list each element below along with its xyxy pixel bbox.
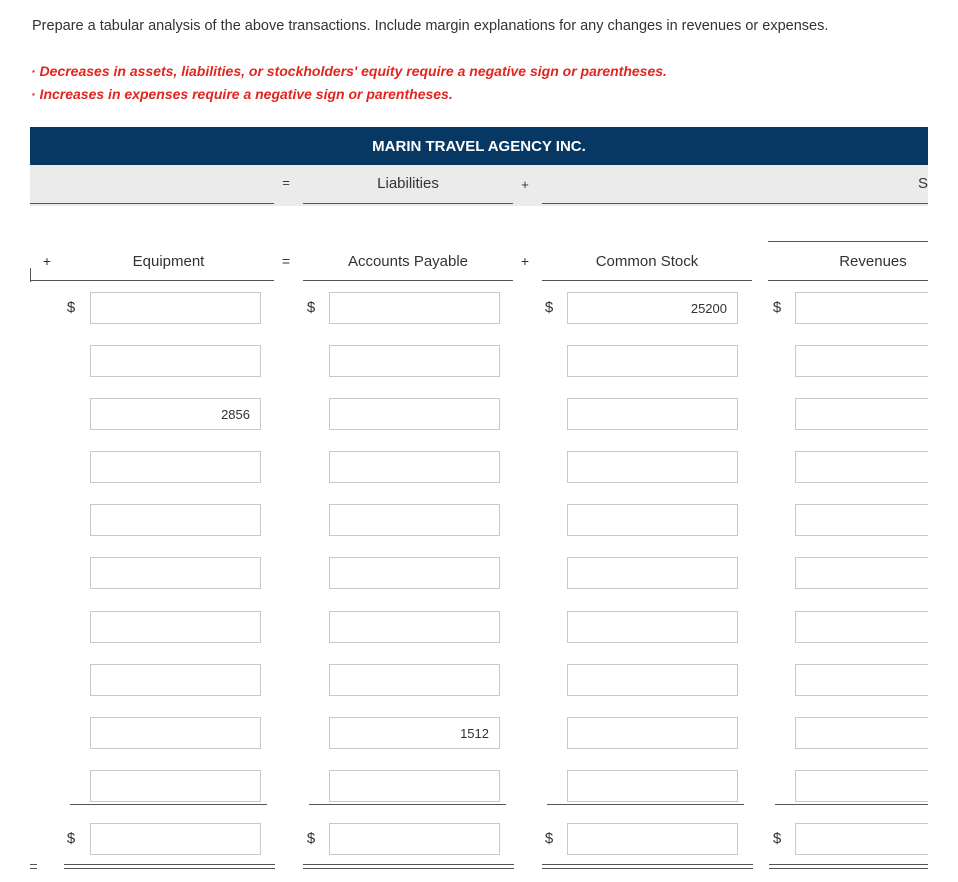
- liabilities-section-label: Liabilities: [377, 175, 439, 192]
- common-stock-input[interactable]: [567, 717, 738, 749]
- accounts-payable-input[interactable]: [329, 451, 500, 483]
- divider-line: [303, 203, 513, 204]
- column-header-accounts-payable: Accounts Payable: [347, 253, 469, 270]
- equipment-input[interactable]: [90, 345, 261, 377]
- accounts-payable-input[interactable]: 1512: [329, 717, 500, 749]
- currency-symbol: $: [306, 299, 316, 316]
- double-underline: [542, 868, 753, 869]
- company-title-bar: [30, 127, 928, 165]
- currency-symbol: $: [66, 299, 76, 316]
- divider-line: [30, 280, 274, 281]
- double-underline: [64, 868, 275, 869]
- plus-sign: +: [42, 253, 52, 269]
- accounts-payable-input[interactable]: [329, 398, 500, 430]
- note-decreases: · Decreases in assets, liabilities, or stockholders' equity require a negative sign or parentheses.: [31, 63, 667, 79]
- equals-sign: =: [281, 253, 291, 269]
- equipment-input[interactable]: [90, 664, 261, 696]
- plus-sign: +: [521, 177, 529, 192]
- equipment-input[interactable]: [90, 611, 261, 643]
- revenues-input[interactable]: [795, 664, 928, 696]
- double-underline: [30, 864, 37, 865]
- common-stock-input[interactable]: [567, 345, 738, 377]
- revenues-input[interactable]: [795, 398, 928, 430]
- equipment-total-input[interactable]: [90, 823, 261, 855]
- equipment-input[interactable]: [90, 557, 261, 589]
- revenues-input[interactable]: [795, 717, 928, 749]
- total-line: [309, 804, 506, 805]
- double-underline: [542, 864, 753, 865]
- total-line: [70, 804, 267, 805]
- revenues-input[interactable]: [795, 504, 928, 536]
- double-underline: [769, 864, 928, 865]
- equals-sign: =: [282, 175, 290, 190]
- revenues-input[interactable]: [795, 611, 928, 643]
- currency-symbol: $: [544, 299, 554, 316]
- common-stock-input[interactable]: 25200: [567, 292, 738, 324]
- divider-line: [30, 268, 31, 282]
- accounts-payable-input[interactable]: [329, 504, 500, 536]
- equipment-input[interactable]: 2856: [90, 398, 261, 430]
- double-underline: [64, 864, 275, 865]
- accounts-payable-total-input[interactable]: [329, 823, 500, 855]
- common-stock-input[interactable]: [567, 611, 738, 643]
- common-stock-input[interactable]: [567, 398, 738, 430]
- common-stock-input[interactable]: [567, 504, 738, 536]
- common-stock-total-input[interactable]: [567, 823, 738, 855]
- currency-symbol: $: [544, 830, 554, 847]
- plus-sign: +: [520, 253, 530, 269]
- accounts-payable-input[interactable]: [329, 345, 500, 377]
- revenues-input[interactable]: [795, 292, 928, 324]
- revenues-input[interactable]: [795, 770, 928, 802]
- accounts-payable-input[interactable]: [329, 557, 500, 589]
- divider-line: [30, 203, 274, 204]
- revenues-input[interactable]: [795, 451, 928, 483]
- revenues-input[interactable]: [795, 557, 928, 589]
- common-stock-input[interactable]: [567, 664, 738, 696]
- instructions-text: Prepare a tabular analysis of the above transactions. Include margin explanations for any changes in revenues or expenses.: [32, 18, 829, 34]
- divider-line: [768, 241, 928, 242]
- column-header-common-stock: Common Stock: [595, 253, 699, 270]
- currency-symbol: $: [306, 830, 316, 847]
- double-underline: [303, 864, 514, 865]
- equipment-input[interactable]: [90, 451, 261, 483]
- double-underline: [769, 868, 928, 869]
- equipment-input[interactable]: [90, 717, 261, 749]
- common-stock-input[interactable]: [567, 557, 738, 589]
- column-header-revenues: Revenues: [839, 253, 907, 270]
- column-header-equipment: Equipment: [132, 253, 205, 270]
- accounts-payable-input[interactable]: [329, 664, 500, 696]
- currency-symbol: $: [66, 830, 76, 847]
- company-name: MARIN TRAVEL AGENCY INC.: [372, 137, 586, 155]
- accounts-payable-input[interactable]: [329, 611, 500, 643]
- equipment-input[interactable]: [90, 292, 261, 324]
- divider-line: [768, 280, 928, 281]
- divider-line: [542, 280, 752, 281]
- double-underline: [30, 868, 37, 869]
- equity-section-label-cut: S: [918, 175, 928, 192]
- common-stock-input[interactable]: [567, 451, 738, 483]
- revenues-input[interactable]: [795, 345, 928, 377]
- currency-symbol: $: [772, 299, 782, 316]
- revenues-total-input[interactable]: [795, 823, 928, 855]
- note-expenses: · Increases in expenses require a negative sign or parentheses.: [31, 86, 453, 102]
- equipment-input[interactable]: [90, 504, 261, 536]
- accounts-payable-input[interactable]: [329, 292, 500, 324]
- total-line: [547, 804, 744, 805]
- currency-symbol: $: [772, 830, 782, 847]
- common-stock-input[interactable]: [567, 770, 738, 802]
- accounts-payable-input[interactable]: [329, 770, 500, 802]
- divider-line: [542, 203, 928, 204]
- double-underline: [303, 868, 514, 869]
- divider-line: [303, 280, 513, 281]
- equipment-input[interactable]: [90, 770, 261, 802]
- total-line: [775, 804, 928, 805]
